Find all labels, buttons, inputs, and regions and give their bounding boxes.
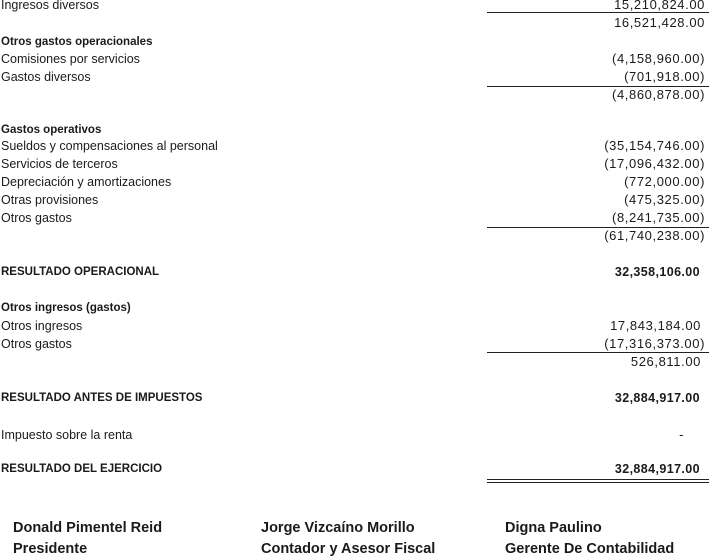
signatory-title: Gerente De Contabilidad	[505, 541, 675, 557]
signature-block	[505, 518, 674, 560]
line-label: Ingresos diversos	[1, 0, 99, 12]
line-value: (4,158,960.00)	[612, 51, 705, 66]
statement-row	[0, 173, 709, 191]
line-value: (17,096,432.00)	[604, 156, 705, 171]
line-value: (8,241,735.00)	[612, 210, 705, 225]
subtotal-value: (4,860,878.00)	[612, 87, 705, 102]
statement-row	[0, 227, 709, 245]
line-label: Otros gastos	[1, 337, 72, 351]
statement-row	[0, 68, 709, 86]
statement-row	[0, 155, 709, 173]
line-label: Comisiones por servicios	[1, 52, 140, 66]
section-heading: Gastos operativos	[1, 124, 102, 136]
signatory-name: Jorge Vizcaíno Morillo	[261, 520, 415, 536]
signatory-title: Presidente	[13, 541, 88, 557]
line-label: Depreciación y amortizaciones	[1, 175, 172, 189]
line-label: Otros gastos	[1, 211, 72, 225]
line-label: Otras provisiones	[1, 193, 99, 207]
statement-row	[0, 86, 709, 104]
signature-block	[261, 518, 435, 560]
result-label: RESULTADO OPERACIONAL	[1, 266, 160, 278]
statement-row	[0, 263, 709, 281]
line-value: 17,843,184.00	[610, 318, 701, 333]
line-label: Gastos diversos	[1, 70, 91, 84]
line-value: (35,154,746.00)	[604, 138, 705, 153]
subtotal-value: 16,521,428.00	[614, 15, 705, 30]
subtotal-value: 526,811.00	[630, 354, 701, 369]
statement-row	[0, 426, 709, 444]
result-label: RESULTADO DEL EJERCICIO	[1, 463, 163, 475]
statement-row	[0, 335, 709, 353]
result-value: 32,884,917.00	[614, 391, 700, 405]
statement-row	[0, 33, 709, 51]
statement-row	[0, 209, 709, 227]
subtotal-rule	[487, 12, 709, 13]
result-value: 32,358,106.00	[614, 265, 700, 279]
statement-row	[0, 50, 709, 68]
statement-row	[0, 14, 709, 32]
line-value: (475,325.00)	[624, 192, 705, 207]
statement-row	[0, 191, 709, 209]
total-double-rule-top	[487, 479, 709, 480]
line-label: Sueldos y compensaciones al personal	[1, 139, 218, 153]
line-label: Impuesto sobre la renta	[1, 428, 133, 442]
statement-row	[0, 137, 709, 155]
section-heading: Otros gastos operacionales	[1, 36, 153, 48]
line-label: Otros ingresos	[1, 319, 83, 333]
statement-row	[0, 460, 709, 478]
statement-row	[0, 299, 709, 317]
subtotal-value: (61,740,238.00)	[604, 228, 705, 243]
result-label: RESULTADO ANTES DE IMPUESTOS	[1, 392, 203, 404]
line-value: (701,918.00)	[624, 69, 705, 84]
signatory-title: Contador y Asesor Fiscal	[261, 541, 436, 557]
result-value: 32,884,917.00	[614, 462, 700, 476]
signatory-name: Donald Pimentel Reid	[13, 520, 163, 536]
line-value: 15,210,824.00	[614, 0, 705, 12]
total-double-rule-bottom	[487, 482, 709, 483]
line-value: -	[679, 427, 684, 442]
statement-row	[0, 389, 709, 407]
line-value: (17,316,373.00)	[604, 336, 705, 351]
signatory-name: Digna Paulino	[505, 520, 602, 536]
section-heading: Otros ingresos (gastos)	[1, 302, 131, 314]
line-label: Servicios de terceros	[1, 157, 118, 171]
statement-row	[0, 317, 709, 335]
statement-row	[0, 353, 709, 371]
signature-block	[13, 518, 162, 560]
line-value: (772,000.00)	[624, 174, 705, 189]
